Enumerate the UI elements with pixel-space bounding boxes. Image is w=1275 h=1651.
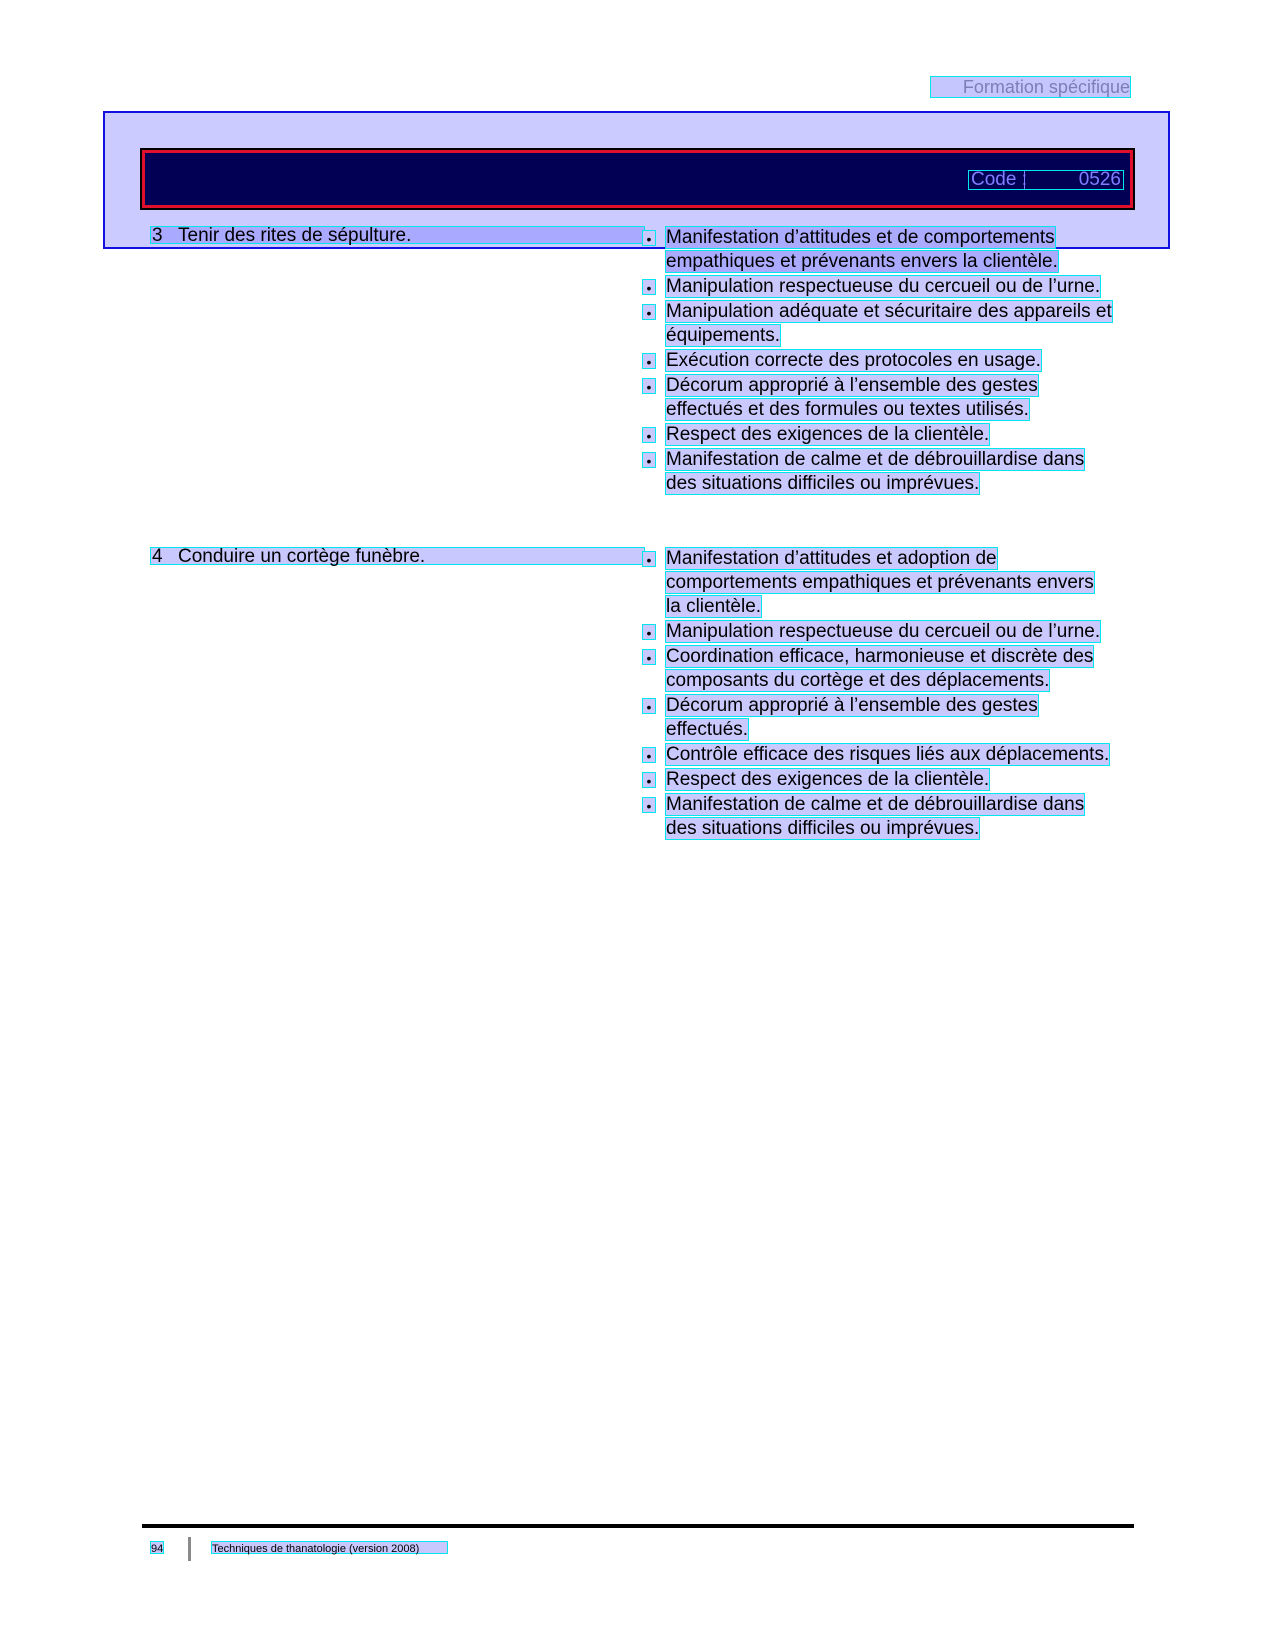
- footer-separator: [188, 1537, 191, 1561]
- step-label: Conduire un cortège funèbre.: [178, 546, 426, 567]
- bullet-icon: •: [642, 797, 656, 813]
- criterion-text: Manifestation d’attitudes et de comportements empathiques et prévenants envers la clientèle.: [666, 227, 1058, 272]
- criterion-item: [642, 694, 1112, 742]
- criterion-text: Coordination efficace, harmonieuse et discrète des composants du cortège et des déplacements.: [666, 646, 1094, 691]
- page-number: 94: [151, 1543, 164, 1555]
- criterion-text: Manipulation respectueuse du cercueil ou de l’urne.: [666, 621, 1101, 642]
- criterion-item: [642, 547, 1112, 619]
- criterion-text: Respect des exigences de la clientèle.: [666, 424, 990, 445]
- bullet-icon: •: [642, 304, 656, 320]
- step-number: 3: [152, 225, 163, 246]
- step-number: 4: [152, 546, 163, 567]
- criterion-text: Contrôle efficace des risques liés aux déplacements.: [666, 744, 1110, 765]
- performance-criteria-list: [642, 226, 1112, 497]
- bullet-icon: •: [642, 353, 656, 369]
- criterion-text: Exécution correcte des protocoles en usage.: [666, 350, 1041, 371]
- criterion-text: Manipulation adéquate et sécuritaire des appareils et équipements.: [666, 301, 1112, 346]
- bullet-icon: •: [642, 427, 656, 443]
- performance-criteria-list: [642, 547, 1112, 842]
- code-value: 0526: [1078, 169, 1121, 190]
- criterion-item: [642, 349, 1112, 373]
- bullet-icon: •: [642, 698, 656, 714]
- criterion-item: [642, 275, 1112, 299]
- criterion-text: Décorum approprié à l’ensemble des gestes effectués et des formules ou textes utilisés.: [666, 375, 1038, 420]
- criterion-item: [642, 768, 1112, 792]
- bullet-icon: •: [642, 747, 656, 763]
- criterion-item: [642, 448, 1112, 496]
- bullet-icon: •: [642, 772, 656, 788]
- criterion-item: [642, 226, 1112, 274]
- code-separator: [1024, 171, 1025, 189]
- criterion-text: Manipulation respectueuse du cercueil ou de l’urne.: [666, 276, 1101, 297]
- step-label: Tenir des rites de sépulture.: [178, 225, 412, 246]
- competency-code: [968, 170, 1124, 190]
- criterion-text: Manifestation d’attitudes et adoption de comportements empathiques et prévenants envers la clientèle.: [666, 548, 1094, 617]
- criterion-text: Respect des exigences de la clientèle.: [666, 769, 990, 790]
- bullet-icon: •: [642, 378, 656, 394]
- bullet-icon: •: [642, 649, 656, 665]
- criterion-text: Décorum approprié à l’ensemble des gestes effectués.: [666, 695, 1038, 740]
- criterion-item: [642, 793, 1112, 841]
- step-title: [150, 226, 645, 244]
- criterion-item: [642, 620, 1112, 644]
- step-title: [150, 547, 645, 565]
- bullet-icon: •: [642, 230, 656, 246]
- bullet-icon: •: [642, 624, 656, 640]
- bullet-icon: •: [642, 452, 656, 468]
- criterion-text: Manifestation de calme et de débrouillardise dans des situations difficiles ou imprévues.: [666, 794, 1085, 839]
- footer-title: Techniques de thanatologie (version 2008): [211, 1541, 448, 1554]
- code-label: Code :: [971, 169, 1027, 190]
- criterion-item: [642, 743, 1112, 767]
- criterion-item: [642, 374, 1112, 422]
- running-head: Formation spécifique: [930, 76, 1131, 98]
- bullet-icon: •: [642, 551, 656, 567]
- criterion-text: Manifestation de calme et de débrouillardise dans des situations difficiles ou imprévues.: [666, 449, 1085, 494]
- footer-rule: [142, 1524, 1134, 1528]
- criterion-item: [642, 300, 1112, 348]
- criterion-item: [642, 645, 1112, 693]
- criterion-item: [642, 423, 1112, 447]
- bullet-icon: •: [642, 279, 656, 295]
